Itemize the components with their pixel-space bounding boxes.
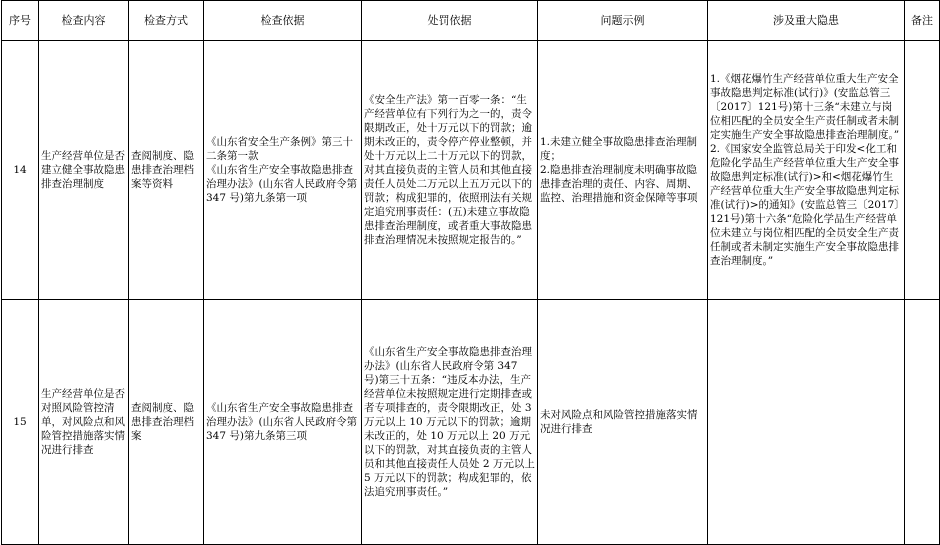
cell-method: 查阅制度、隐患排查治理档案 <box>129 300 204 545</box>
cell-examples: 1.未建立健全事故隐患排查治理制度； 2.隐患排查治理制度未明确事故隐患排查治理的责任、内容、周期、监控、治理措施和资金保障等事项 <box>538 41 708 300</box>
header-penalty: 处罚依据 <box>362 1 538 41</box>
header-no: 序号 <box>2 1 39 41</box>
header-major-hazard: 涉及重大隐患 <box>708 1 905 41</box>
cell-basis: 《山东省安全生产条例》第三十二条第一款 《山东省生产安全事故隐患排查治理办法》(山东省人民政府令第 347 号)第九条第一项 <box>204 41 362 300</box>
cell-examples: 未对风险点和风险管控措施落实情况进行排查 <box>538 300 708 545</box>
cell-remark <box>905 41 940 300</box>
cell-method: 查阅制度、隐患排查治理档案等资料 <box>129 41 204 300</box>
cell-penalty: 《安全生产法》第一百零一条：“生产经营单位有下列行为之一的，责令限期改正，处十万元以下的罚款；逾期未改正的，责令停产停业整顿，并处十万元以上二十万元以下的罚款，对其直接负责的主管人员和其他直接责任人员处二万元以上五万元以下的罚款；构成犯罪的，依照刑法有关规定追究刑事责任：(五)未建立事故隐患排查治理制度，或者重大事故隐患排查治理情况未按照规定报告的。” <box>362 41 538 300</box>
cell-content: 生产经营单位是否对照风险管控清单，对风险点和风险管控措施落实情况进行排查 <box>39 300 129 545</box>
table-row <box>2 300 940 545</box>
cell-remark <box>905 300 940 545</box>
table-row <box>2 41 940 300</box>
header-method: 检查方式 <box>129 1 204 41</box>
header-content: 检查内容 <box>39 1 129 41</box>
header-examples: 问题示例 <box>538 1 708 41</box>
cell-penalty: 《山东省生产安全事故隐患排查治理办法》(山东省人民政府令第 347 号)第三十五条：“违反本办法，生产经营单位未按照规定进行定期排查或者专项排查的，责令限期改正，处 3 万元以上 10 万元以下的罚款；逾期未改正的，处 10 万元以上 20 万元以下的罚款，对其直接负责的主管人员和其他直接责任人员处 2 万元以上 5 万元以下的罚款；构成犯罪的，依法追究刑事责任。” <box>362 300 538 545</box>
header-row <box>2 1 940 41</box>
cell-major-hazard <box>708 300 905 545</box>
cell-basis: 《山东省生产安全事故隐患排查治理办法》(山东省人民政府令第 347 号)第九条第三项 <box>204 300 362 545</box>
cell-major-hazard: 1.《烟花爆竹生产经营单位重大生产安全事故隐患判定标准(试行)》(安监总管三〔2017〕121号)第十三条“未建立与岗位相匹配的全员安全生产责任制或者未制定实施生产安全事故隐患排查治理制度。” 2.《国家安全监管总局关于印发<化工和危险化学品生产经营单位重大生产安全事故隐患判定标准(试行)>和<烟花爆竹生产经营单位重大生产安全事故隐患判定标准(试行)>的通知》(安监总管三〔2017〕121号)第十六条“危险化学品生产经营单位未建立与岗位相匹配的全员安全生产责任制或者未制定实施生产安全事故隐患排查治理制度。” <box>708 41 905 300</box>
header-remark: 备注 <box>905 1 940 41</box>
header-basis: 检查依据 <box>204 1 362 41</box>
cell-no: 14 <box>2 41 39 300</box>
inspection-table <box>1 0 940 545</box>
cell-content: 生产经营单位是否建立健全事故隐患排查治理制度 <box>39 41 129 300</box>
cell-no: 15 <box>2 300 39 545</box>
